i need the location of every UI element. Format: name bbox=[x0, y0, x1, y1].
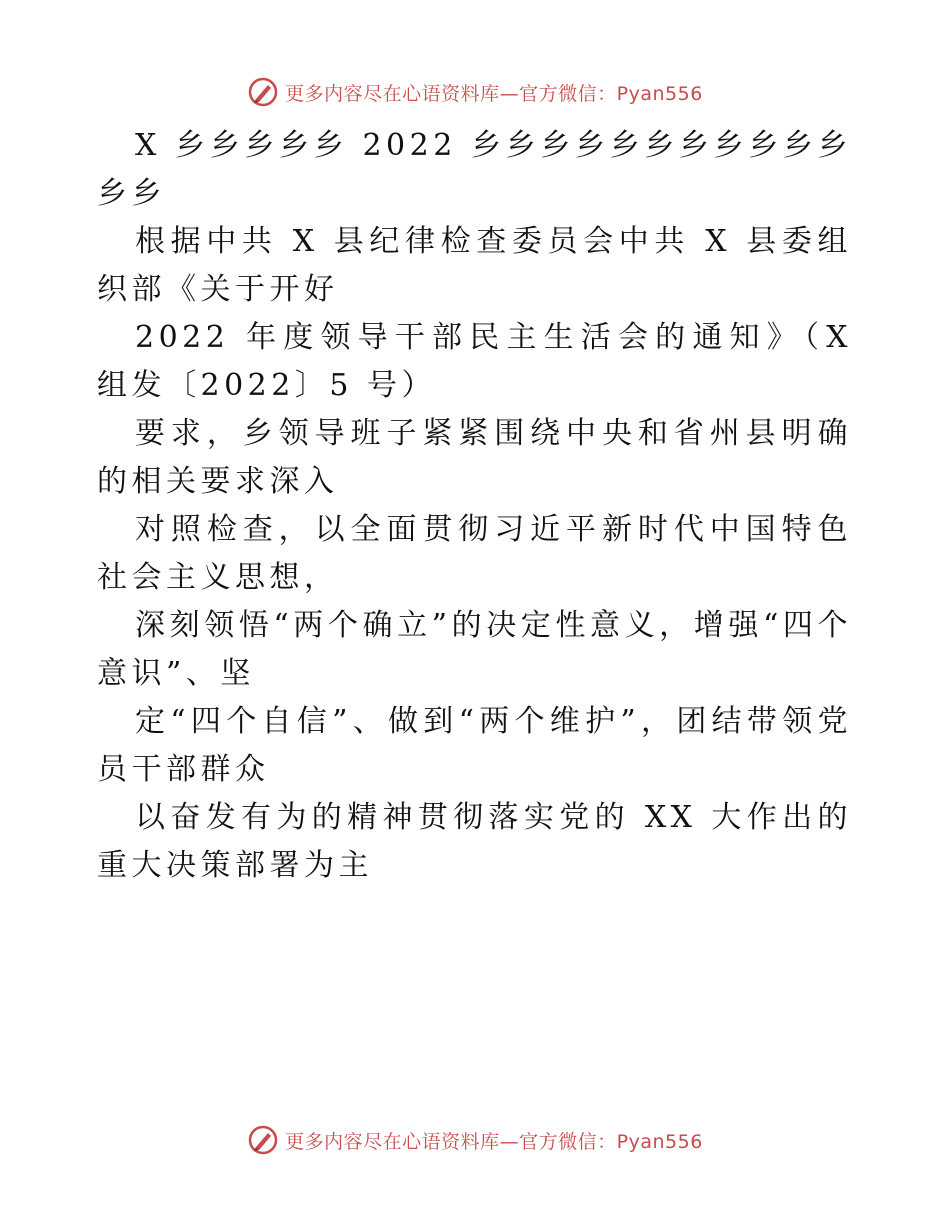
watermark-text: 更多内容尽在心语资料库—官方微信：Pyan556 bbox=[285, 1130, 703, 1153]
paragraph: 根据中共 X 县纪律检查委员会中共 X 县委组织部《关于开好 bbox=[97, 224, 852, 307]
watermark-header bbox=[0, 72, 950, 112]
paragraph-title: X 乡乡乡乡乡 2022 乡乡乡乡乡乡乡乡乡乡乡乡乡 bbox=[97, 128, 852, 211]
paragraph: 以奋发有为的精神贯彻落实党的 XX 大作出的重大决策部署为主 bbox=[97, 800, 852, 883]
watermark-footer bbox=[0, 1120, 950, 1160]
pen-logo-icon bbox=[247, 1124, 279, 1156]
paragraph: 2022 年度领导干部民主生活会的通知》（X 组发〔2022〕5 号） bbox=[97, 320, 852, 403]
paragraph: 定“四个自信”、做到“两个维护”，团结带领党员干部群众 bbox=[97, 704, 852, 787]
watermark-text: 更多内容尽在心语资料库—官方微信：Pyan556 bbox=[285, 82, 703, 105]
document-body bbox=[97, 122, 852, 890]
paragraph: 对照检查，以全面贯彻习近平新时代中国特色社会主义思想， bbox=[97, 512, 852, 595]
paragraph: 深刻领悟“两个确立”的决定性意义，增强“四个意识”、坚 bbox=[97, 608, 852, 691]
pen-logo-icon bbox=[247, 76, 279, 108]
paragraph: 要求，乡领导班子紧紧围绕中央和省州县明确的相关要求深入 bbox=[97, 416, 852, 499]
